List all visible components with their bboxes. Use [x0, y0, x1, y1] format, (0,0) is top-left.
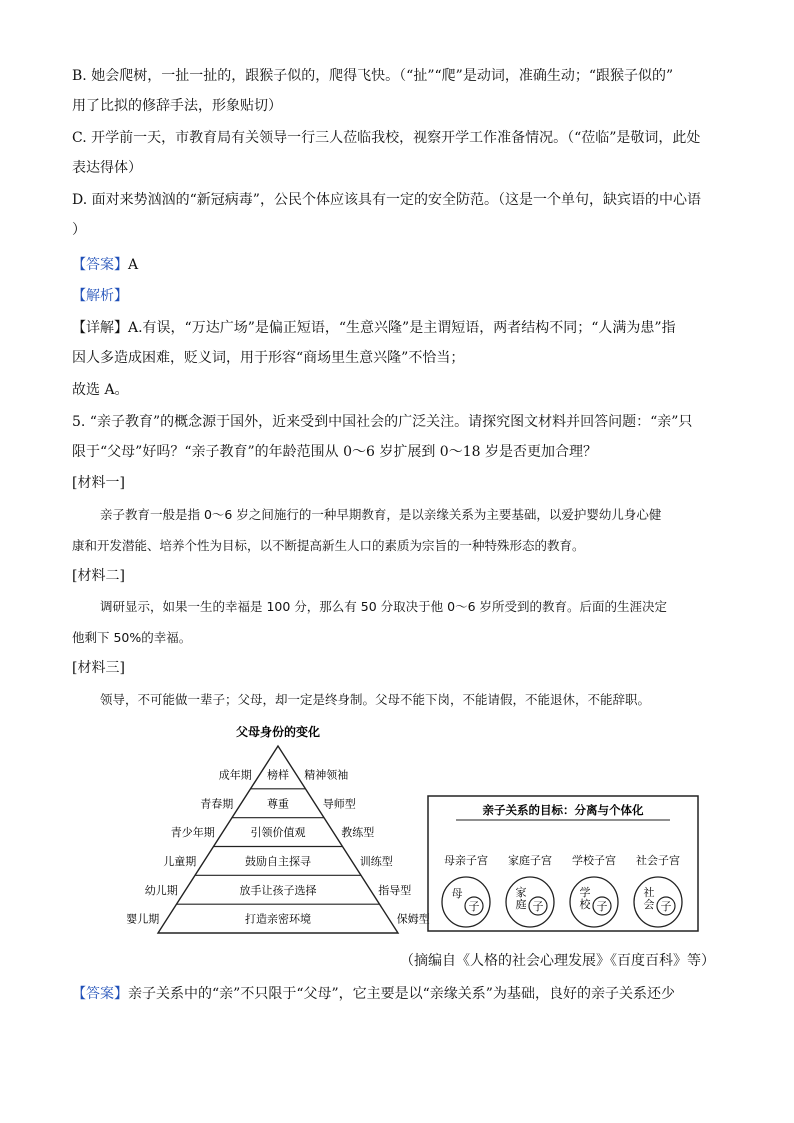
detail-tag: 【详解】: [72, 320, 128, 336]
answer-value: A: [128, 257, 139, 273]
goal-outer-label: 校: [579, 898, 591, 911]
material-2-label: [材料二]: [72, 568, 125, 584]
material-1-line1: 亲子教育一般是指 0～6 岁之间施行的一种早期教育，是以亲缘关系为主要基础，以爱护婴幼儿身心健: [100, 507, 662, 522]
goal-item-label: 社会子宫: [636, 854, 680, 867]
goal-inner-label: 子: [468, 900, 480, 913]
pyramid-diagram: [120, 718, 430, 940]
goal-outer-label: 家: [515, 886, 527, 899]
pyramid-role-label: 指导型: [378, 883, 412, 897]
pyramid-stage-label: 青春期: [200, 797, 234, 811]
goal-item-label: 家庭子宫: [508, 854, 552, 867]
goal-inner-label: 子: [596, 900, 608, 913]
material-2-line2: 他剩下 50%的幸福。: [72, 630, 192, 645]
goal-outer-label: 社: [643, 886, 655, 899]
goal-inner-label: 子: [660, 900, 672, 913]
goal-item-label: 学校子宫: [572, 854, 616, 867]
answer-tag: 【答案】: [72, 257, 128, 273]
pyramid-stage-label: 青少年期: [170, 826, 215, 840]
analysis-detail-line1: [72, 318, 676, 338]
goal-box-diagram: [426, 794, 706, 934]
pyramid-title: 父母身份的变化: [235, 725, 321, 739]
material-2-line1: 调研显示，如果一生的幸福是 100 分，那么有 50 分取决于他 0～6 岁所受到的教育。后面的生涯决定: [100, 599, 668, 614]
option-b-line2: 用了比拟的修辞手法，形象贴切）: [72, 98, 282, 114]
option-d-line1: D. 面对来势汹汹的“新冠病毒”，公民个体应该具有一定的安全防范。（这是一个单句，缺宾语的中心语: [72, 192, 701, 208]
goal-box-title: 亲子关系的目标：分离与个体化: [482, 803, 644, 817]
goal-outer-label: 庭: [515, 898, 527, 911]
pyramid-stage-label: 成年期: [218, 768, 252, 782]
goal-inner-label: 子: [532, 900, 544, 913]
analysis-conclusion: 故选 A。: [72, 382, 129, 398]
option-c-line1: C. 开学前一天，市教育局有关领导一行三人莅临我校，视察开学工作准备情况。（“莅临”是敬词，此处: [72, 130, 701, 146]
material-3-label: [材料三]: [72, 660, 125, 676]
material-1-label: [材料一]: [72, 475, 125, 491]
pyramid-stage-label: 儿童期: [163, 854, 197, 868]
pyramid-level-content: 榜样: [267, 768, 289, 782]
pyramid-level-content: 引领价值观: [250, 826, 306, 840]
goal-outer-label: 学: [579, 886, 591, 899]
pyramid-role-label: 教练型: [341, 826, 375, 840]
pyramid-level-content: 打造亲密环境: [245, 912, 311, 926]
option-d-line2: ）: [72, 222, 86, 238]
pyramid-role-label: 导师型: [322, 797, 356, 811]
option-c-line2: 表达得体）: [72, 160, 142, 176]
answer-4: [72, 255, 138, 275]
question-5-line2: 限于“父母”好吗？“亲子教育”的年龄范围从 0～6 岁扩展到 0～18 岁是否更加合理？: [72, 444, 597, 460]
goal-item-label: 母亲子宫: [444, 854, 488, 867]
pyramid-level-content: 鼓励自主探寻: [245, 854, 311, 868]
goal-outer-label: 会: [643, 898, 655, 911]
pyramid-level-content: 放手让孩子选择: [239, 883, 317, 897]
pyramid-role-label: 训练型: [359, 854, 393, 868]
source-citation: （摘编自《人格的社会心理发展》《百度百科》等）: [400, 953, 715, 969]
analysis-detail-line2: 因人多造成困难，贬义词，用于形容“商场里生意兴隆”不恰当；: [72, 350, 465, 366]
goal-outer-label: 母: [451, 887, 463, 900]
pyramid-stage-label: 幼儿期: [144, 883, 178, 897]
answer-5: [72, 984, 675, 1004]
question-5-line1: 5. “亲子教育”的概念源于国外，近来受到中国社会的广泛关注。请探究图文材料并回答问题：“亲”只: [72, 414, 693, 430]
material-1-line2: 康和开发潜能、培养个性为目标，以不断提高新生人口的素质为宗旨的一种特殊形态的教育。: [72, 538, 585, 553]
answer-5-tag: 【答案】: [72, 986, 128, 1002]
goal-items: [442, 853, 682, 927]
detail-text-1: A.有误，“万达广场”是偏正短语，“生意兴隆”是主谓短语，两者结构不同；“人满为患”指: [128, 320, 676, 336]
analysis-tag: 【解析】: [72, 288, 128, 304]
pyramid-role-label: 保姆型: [396, 912, 430, 926]
pyramid-stage-label: 婴儿期: [126, 912, 160, 926]
pyramid-level-content: 尊重: [267, 797, 289, 811]
answer-5-text: 亲子关系中的“亲”不只限于“父母”，它主要是以“亲缘关系”为基础，良好的亲子关系还少: [128, 986, 675, 1002]
material-3-line1: 领导，不可能做一辈子；父母，却一定是终身制。父母不能下岗，不能请假，不能退休，不能辞职。: [100, 692, 651, 707]
option-b-line1: B. 她会爬树，一扯一扯的，跟猴子似的，爬得飞快。（“扯”“爬”是动词，准确生动；“跟猴子似的”: [72, 68, 674, 84]
pyramid-role-label: 精神领袖: [304, 768, 349, 782]
